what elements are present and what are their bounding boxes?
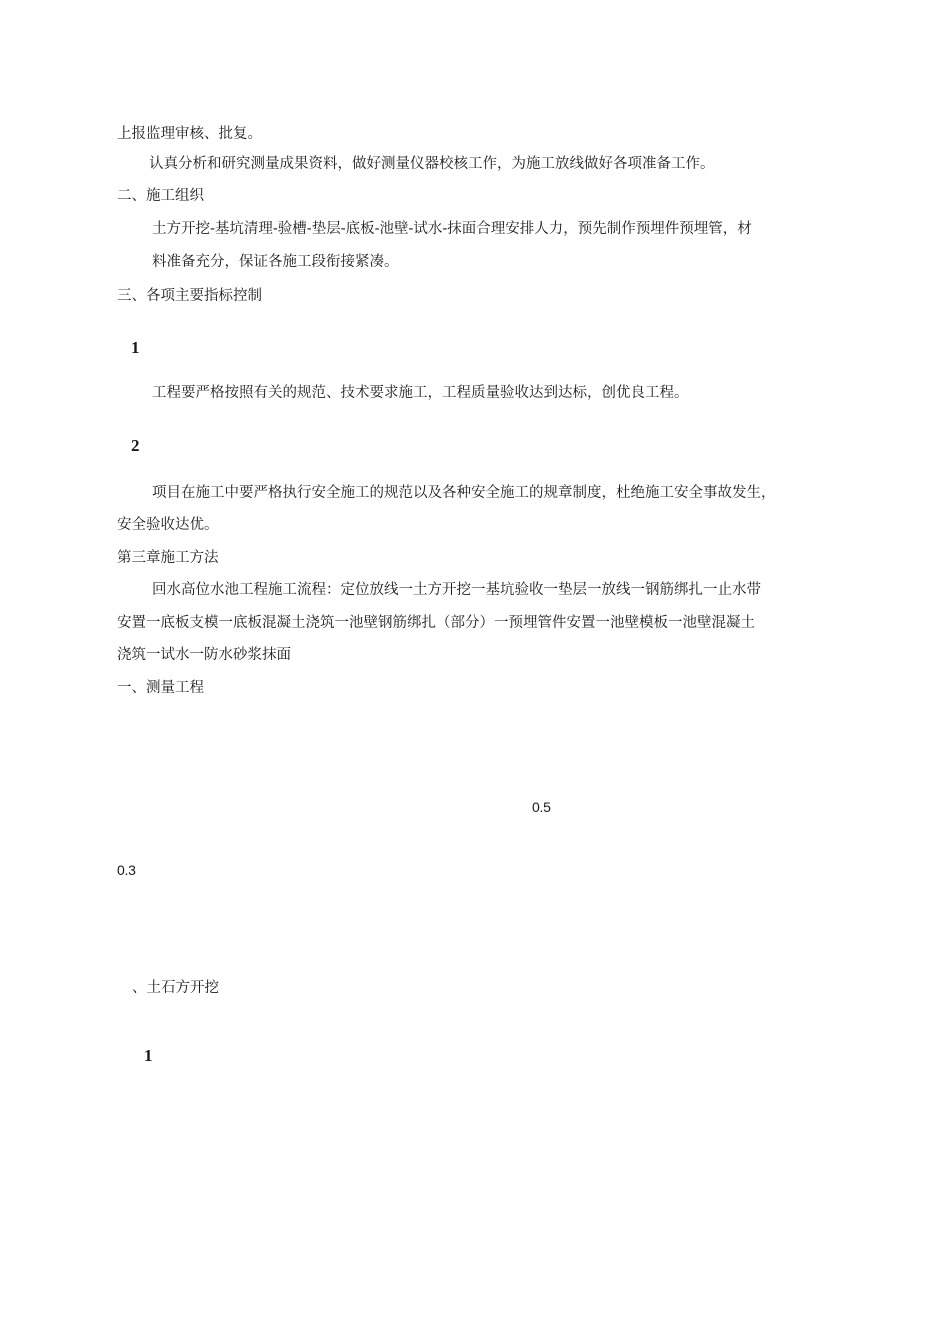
text-line: 料准备充分，保证各施工段衔接紧凑。 (152, 254, 399, 270)
section-heading: 三、各项主要指标控制 (117, 288, 262, 304)
section-heading: 、土石方开挖 (132, 980, 219, 996)
value-label: 0.3 (117, 862, 136, 878)
text-line: 回水高位水池工程施工流程：定位放线一土方开挖一基坑验收一垫层一放线一钢筋绑扎一止水带 (152, 582, 761, 598)
text-line: 浇筑一试水一防水砂浆抹面 (117, 647, 291, 663)
text-line: 认真分析和研究测量成果资料，做好测量仪器校核工作，为施工放线做好各项准备工作。 (149, 156, 715, 172)
item-number: 2 (131, 436, 140, 455)
item-number: 1 (144, 1046, 153, 1065)
value-label: 0.5 (532, 799, 551, 815)
text-line: 安置一底板支模一底板混凝土浇筑一池壁钢筋绑扎（部分）一预埋管件安置一池壁模板一池壁混凝土 (117, 615, 755, 631)
text-line: 上报监理审核、批复。 (117, 126, 262, 142)
item-number: 1 (131, 338, 140, 357)
text-line: 土方开挖-基坑清理-验槽-垫层-底板-池壁-试水-抹面合理安排人力，预先制作预埋件预埋管，材 (152, 221, 752, 237)
text-line: 工程要严格按照有关的规范、技术要求施工，工程质量验收达到达标，创优良工程。 (152, 385, 689, 401)
text-line: 项目在施工中要严格执行安全施工的规范以及各种安全施工的规章制度，杜绝施工安全事故发生， (152, 485, 776, 501)
section-heading: 二、施工组织 (117, 188, 204, 204)
section-heading: 一、测量工程 (117, 680, 204, 696)
chapter-heading: 第三章施工方法 (117, 550, 219, 566)
text-line: 安全验收达优。 (117, 517, 219, 533)
